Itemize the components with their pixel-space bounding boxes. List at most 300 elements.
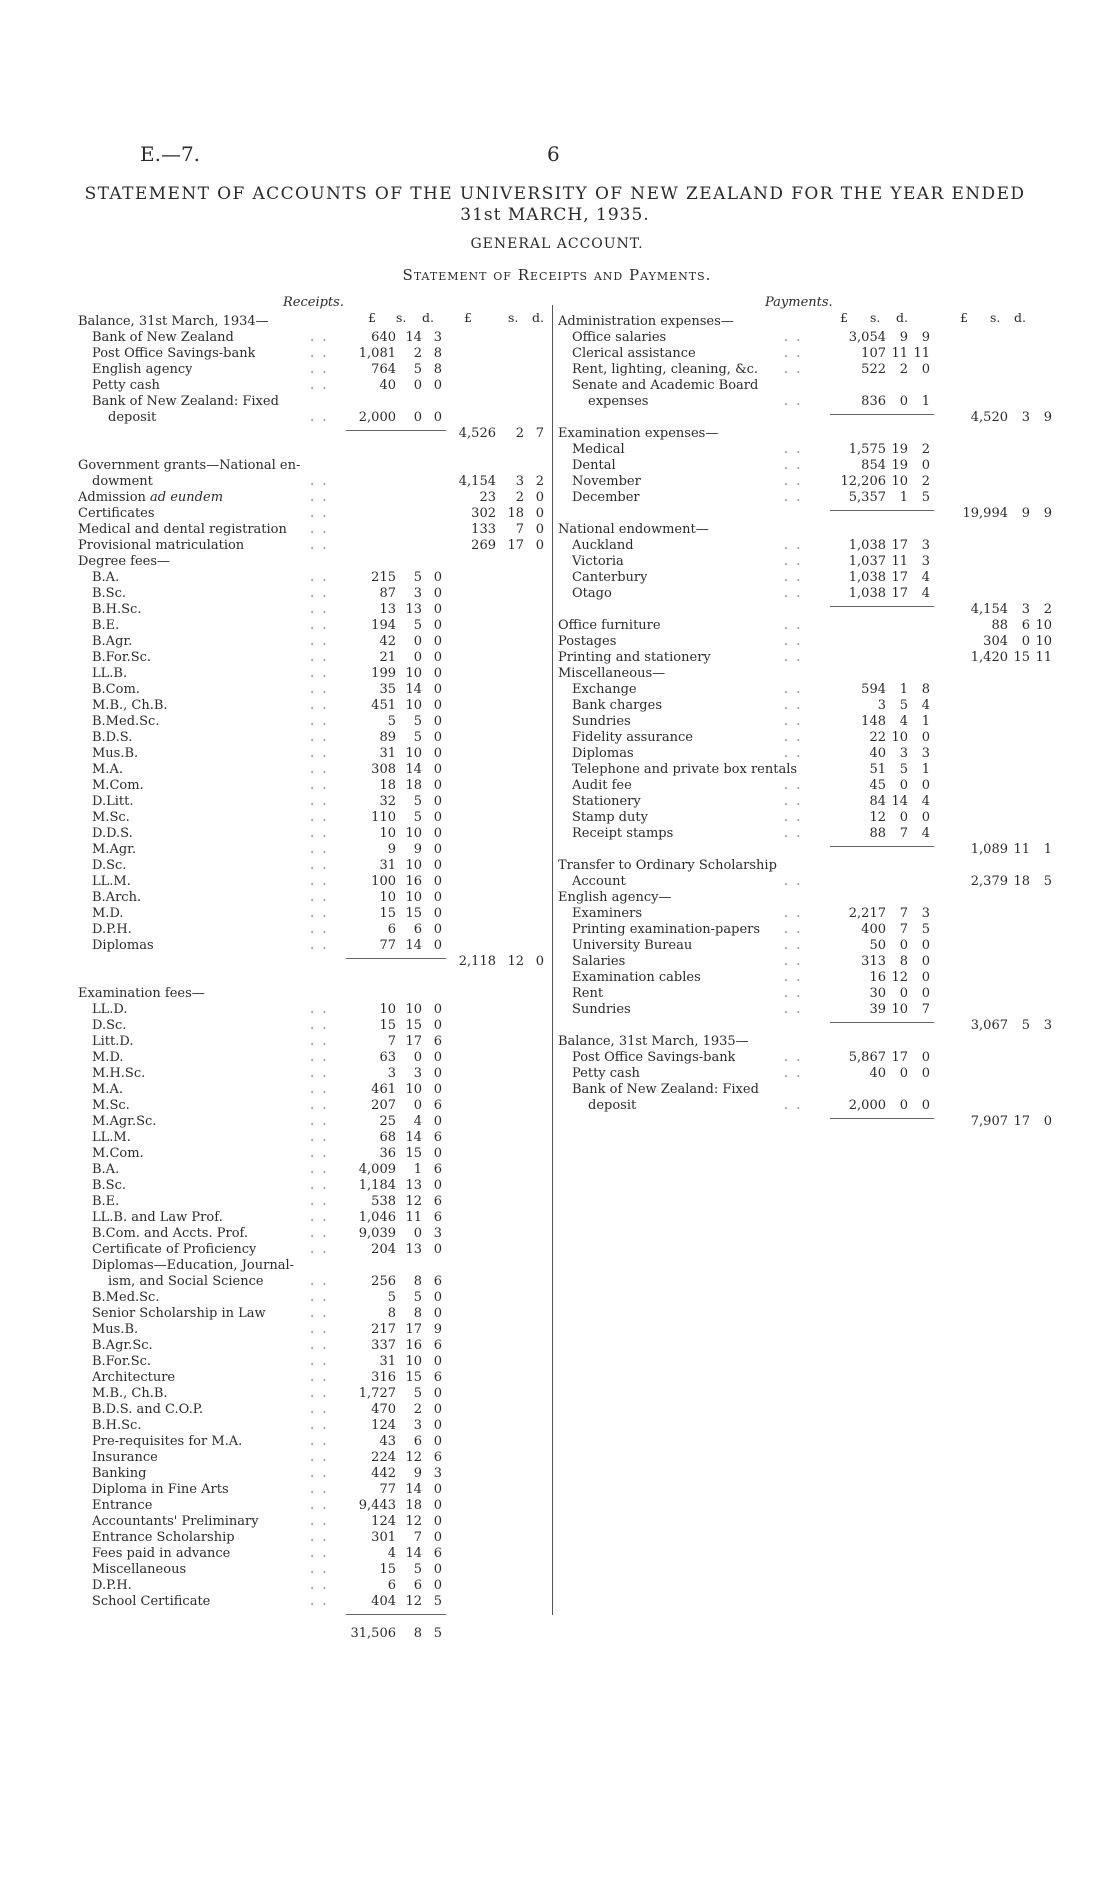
receipts-row [78, 1530, 548, 1546]
receipts-amount-a-pounds: 1,046 [358, 1210, 396, 1225]
receipts-row-label: M.B., Ch.B. [92, 1386, 168, 1401]
payments-amount-a-shillings: 5 [899, 762, 908, 777]
leader-dots: . . [310, 346, 329, 361]
receipts-amount-a-pounds: 2,000 [358, 410, 396, 425]
payments-amount-b-pounds: 19,994 [962, 506, 1008, 521]
receipts-amount-a-pence: 6 [433, 1194, 442, 1209]
leader-dots: . . [310, 1274, 329, 1289]
receipts-amount-a-pounds: 10 [379, 1002, 396, 1017]
leader-dots: . . [310, 1210, 329, 1225]
leader-dots: . . [310, 1050, 329, 1065]
receipts-amount-a-shillings: 5 [413, 570, 422, 585]
receipts-row-label: B.Med.Sc. [92, 714, 160, 729]
payments-row [558, 554, 1038, 570]
receipts-amount-a-pounds: 124 [371, 1514, 396, 1529]
receipts-amount-a-pence: 0 [433, 1178, 442, 1193]
receipts-amount-a-shillings: 7 [413, 1530, 422, 1545]
leader-dots: . . [310, 1498, 329, 1513]
payments-currency-pence-b: d. [1014, 310, 1026, 325]
receipts-amount-b-pounds: 133 [471, 522, 496, 537]
payments-row-label: Auckland [572, 538, 634, 553]
receipts-row-label: Entrance Scholarship [92, 1530, 235, 1545]
leader-dots: . . [784, 1050, 803, 1065]
leader-dots: . . [784, 330, 803, 345]
receipts-row [78, 1002, 548, 1018]
leader-dots: . . [310, 1162, 329, 1177]
receipts-row [78, 442, 548, 458]
receipts-amount-a-pounds: 25 [379, 1114, 396, 1129]
receipts-amount-a-shillings: 15 [405, 906, 422, 921]
payments-row [558, 1034, 1038, 1050]
payments-row-label: Canterbury [572, 570, 648, 585]
receipts-row [78, 1626, 548, 1642]
payments-row [558, 474, 1038, 490]
receipts-row [78, 458, 548, 474]
receipts-row [78, 1018, 548, 1034]
receipts-amount-a-pounds: 442 [371, 1466, 396, 1481]
receipts-amount-a-pounds: 43 [379, 1434, 396, 1449]
receipts-amount-a-pounds: 256 [371, 1274, 396, 1289]
receipts-row-label: M.Agr. [92, 842, 137, 857]
receipts-row [78, 586, 548, 602]
receipts-row-label: B.H.Sc. [92, 602, 142, 617]
receipts-amount-a-shillings: 10 [405, 1002, 422, 1017]
leader-dots: . . [784, 570, 803, 585]
receipts-amount-a-pounds: 6 [387, 922, 396, 937]
receipts-amount-a-pence: 0 [433, 1418, 442, 1433]
receipts-row [78, 474, 548, 490]
receipts-amount-a-pence: 0 [433, 650, 442, 665]
payments-amount-b-pence: 9 [1043, 506, 1052, 521]
payments-row-label: English agency— [558, 890, 672, 905]
leader-dots: . . [784, 922, 803, 937]
statement-title-line1: STATEMENT OF ACCOUNTS OF THE UNIVERSITY OF NEW ZEALAND FOR THE YEAR ENDED [84, 184, 1026, 204]
receipts-amount-a-pence: 0 [433, 1434, 442, 1449]
receipts-amount-a-pence: 6 [433, 1274, 442, 1289]
receipts-row [78, 522, 548, 538]
leader-dots: . . [310, 730, 329, 745]
leader-dots: . . [310, 762, 329, 777]
payments-amount-a-shillings: 7 [899, 922, 908, 937]
payments-row [558, 522, 1038, 538]
leader-dots: . . [310, 874, 329, 889]
receipts-amount-a-shillings: 10 [405, 746, 422, 761]
receipts-amount-a-pounds: 316 [371, 1370, 396, 1385]
receipts-row-label: M.A. [92, 762, 123, 777]
receipts-amount-a-pence: 6 [433, 1162, 442, 1177]
receipts-amount-a-shillings: 5 [413, 1562, 422, 1577]
receipts-amount-a-shillings: 10 [405, 1354, 422, 1369]
leader-dots: . . [310, 1450, 329, 1465]
subtotal-rule [346, 430, 446, 431]
receipts-row [78, 1130, 548, 1146]
payments-amount-a-pence: 0 [921, 362, 930, 377]
receipts-row-label: Medical and dental registration [78, 522, 287, 537]
payments-amount-a-shillings: 11 [891, 346, 908, 361]
payments-amount-a-pounds: 84 [869, 794, 886, 809]
leader-dots: . . [310, 1434, 329, 1449]
receipts-row-label: B.A. [92, 570, 120, 585]
leader-dots: . . [784, 1098, 803, 1113]
receipts-amount-a-pence: 0 [433, 858, 442, 873]
subtotal-rule [830, 846, 934, 847]
receipts-amount-a-shillings: 0 [413, 1226, 422, 1241]
leader-dots: . . [784, 698, 803, 713]
payments-amount-a-shillings: 10 [891, 1002, 908, 1017]
leader-dots: . . [784, 746, 803, 761]
payments-amount-a-pounds: 836 [861, 394, 886, 409]
receipts-amount-a-pounds: 10 [379, 890, 396, 905]
receipts-amount-a-pounds: 31 [379, 858, 396, 873]
receipts-amount-a-pounds: 77 [379, 1482, 396, 1497]
receipts-row [78, 1210, 548, 1226]
leader-dots: . . [310, 1194, 329, 1209]
receipts-row-label: Bank of New Zealand: Fixed [92, 394, 279, 409]
payments-amount-a-pence: 0 [921, 954, 930, 969]
receipts-row-label: ism, and Social Science [108, 1274, 264, 1289]
receipts-amount-a-shillings: 0 [413, 1098, 422, 1113]
receipts-amount-a-pounds: 9 [387, 842, 396, 857]
receipts-row-label: M.B., Ch.B. [92, 698, 168, 713]
receipts-amount-a-shillings: 0 [413, 650, 422, 665]
payments-amount-a-pounds: 16 [869, 970, 886, 985]
payments-amount-a-pence: 5 [921, 490, 930, 505]
receipts-row-label: Entrance [92, 1498, 153, 1513]
payments-row [558, 426, 1038, 442]
receipts-amount-a-shillings: 12 [405, 1450, 422, 1465]
receipts-row-label: B.Sc. [92, 1178, 127, 1193]
leader-dots: . . [310, 522, 329, 537]
receipts-row [78, 1322, 548, 1338]
receipts-row [78, 1066, 548, 1082]
leader-dots: . . [310, 890, 329, 905]
leader-dots: . . [784, 1002, 803, 1017]
receipts-row [78, 778, 548, 794]
payments-amount-a-pence: 0 [921, 938, 930, 953]
receipts-amount-a-shillings: 8 [413, 1626, 422, 1641]
payments-row [558, 746, 1038, 762]
payments-amount-b-shillings: 3 [1021, 602, 1030, 617]
receipts-amount-a-shillings: 13 [405, 1178, 422, 1193]
payments-amount-a-shillings: 7 [899, 906, 908, 921]
payments-row-label: Miscellaneous— [558, 666, 666, 681]
receipts-amount-a-shillings: 5 [413, 794, 422, 809]
payments-amount-a-pounds: 45 [869, 778, 886, 793]
payments-row [558, 506, 1052, 522]
receipts-amount-a-shillings: 13 [405, 1242, 422, 1257]
receipts-row-label: Certificates [78, 506, 155, 521]
receipts-row-label: Petty cash [92, 378, 160, 393]
payments-row-label: Audit fee [572, 778, 632, 793]
receipts-amount-a-shillings: 8 [413, 1306, 422, 1321]
leader-dots: . . [310, 1354, 329, 1369]
receipts-amount-a-pence: 6 [433, 1034, 442, 1049]
payments-amount-b-shillings: 6 [1021, 618, 1030, 633]
receipts-row [78, 954, 548, 970]
receipts-amount-a-shillings: 9 [413, 842, 422, 857]
receipts-row [78, 1434, 548, 1450]
receipts-row-label: Banking [92, 1466, 147, 1481]
payments-row-label: November [572, 474, 641, 489]
payments-amount-a-pounds: 3 [877, 698, 886, 713]
subtotal-rule [346, 1614, 446, 1615]
receipts-row [78, 1402, 548, 1418]
receipts-amount-a-pence: 0 [433, 1082, 442, 1097]
receipts-row [78, 714, 548, 730]
receipts-amount-a-pounds: 308 [371, 762, 396, 777]
receipts-amount-a-shillings: 11 [405, 1210, 422, 1225]
payments-row-label: Stamp duty [572, 810, 648, 825]
receipts-amount-a-pounds: 1,727 [358, 1386, 396, 1401]
payments-row [558, 458, 1038, 474]
payments-row [558, 954, 1038, 970]
payments-amount-a-pence: 4 [921, 826, 930, 841]
receipts-row [78, 570, 548, 586]
payments-row-label: National endowment— [558, 522, 709, 537]
receipts-row [78, 682, 548, 698]
payments-amount-a-pounds: 51 [869, 762, 886, 777]
receipts-amount-a-shillings: 15 [405, 1370, 422, 1385]
receipts-amount-a-pence: 0 [433, 938, 442, 953]
payments-currency-shillings-b: s. [990, 310, 1001, 325]
payments-row [558, 650, 1052, 666]
receipts-amount-b-pence: 7 [535, 426, 544, 441]
payments-row-label: Administration expenses— [558, 314, 734, 329]
leader-dots: . . [310, 666, 329, 681]
receipts-amount-a-shillings: 5 [413, 1386, 422, 1401]
payments-amount-b-pounds: 7,907 [970, 1114, 1008, 1129]
payments-row-label: Clerical assistance [572, 346, 696, 361]
receipts-row-label: School Certificate [92, 1594, 211, 1609]
payments-amount-a-pence: 0 [921, 810, 930, 825]
receipts-amount-a-shillings: 1 [413, 1162, 422, 1177]
payments-amount-b-pounds: 1,420 [970, 650, 1008, 665]
receipts-row [78, 1546, 548, 1562]
payments-row [558, 938, 1038, 954]
receipts-amount-a-pounds: 110 [371, 810, 396, 825]
receipts-row-label: B.H.Sc. [92, 1418, 142, 1433]
leader-dots: . . [310, 1018, 329, 1033]
receipts-row [78, 938, 548, 954]
receipts-row-label: M.H.Sc. [92, 1066, 146, 1081]
payments-amount-a-pence: 5 [921, 922, 930, 937]
receipts-row [78, 426, 548, 442]
receipts-amount-a-pounds: 31,506 [350, 1626, 396, 1641]
payments-amount-a-pounds: 2,000 [848, 1098, 886, 1113]
receipts-amount-a-pence: 0 [433, 842, 442, 857]
payments-amount-b-pounds: 2,379 [970, 874, 1008, 889]
receipts-amount-a-shillings: 10 [405, 698, 422, 713]
receipts-row-label: dowment [92, 474, 153, 489]
receipts-row [78, 1482, 548, 1498]
receipts-amount-a-pounds: 31 [379, 1354, 396, 1369]
subtotal-rule [830, 1022, 934, 1023]
receipts-amount-a-pence: 0 [433, 1018, 442, 1033]
receipts-amount-a-pounds: 3 [387, 1066, 396, 1081]
receipts-row-label: B.Sc. [92, 586, 127, 601]
receipts-amount-a-shillings: 5 [413, 362, 422, 377]
receipts-row [78, 826, 548, 842]
leader-dots: . . [784, 730, 803, 745]
receipts-amount-a-pounds: 124 [371, 1418, 396, 1433]
payments-currency-pounds-a: £ [840, 310, 848, 325]
leader-dots: . . [784, 970, 803, 985]
receipts-amount-a-shillings: 14 [405, 682, 422, 697]
receipts-amount-a-shillings: 3 [413, 1066, 422, 1081]
leader-dots: . . [784, 778, 803, 793]
receipts-row-label: M.Sc. [92, 810, 130, 825]
payments-amount-b-shillings: 9 [1021, 506, 1030, 521]
receipts-row [78, 1514, 548, 1530]
payments-amount-b-pence: 10 [1035, 634, 1052, 649]
payments-row [558, 1098, 1038, 1114]
payments-row-label: Bank charges [572, 698, 662, 713]
receipts-amount-a-pounds: 8 [387, 1306, 396, 1321]
leader-dots: . . [310, 1114, 329, 1129]
receipts-amount-a-pounds: 470 [371, 1402, 396, 1417]
receipts-row [78, 1466, 548, 1482]
receipts-amount-a-shillings: 3 [413, 1418, 422, 1433]
payments-row [558, 970, 1038, 986]
payments-amount-a-pounds: 88 [869, 826, 886, 841]
receipts-amount-a-shillings: 2 [413, 1402, 422, 1417]
leader-dots: . . [784, 794, 803, 809]
payments-row-label: Salaries [572, 954, 626, 969]
receipts-row [78, 346, 548, 362]
receipts-row-label: B.E. [92, 1194, 120, 1209]
receipts-row [78, 1082, 548, 1098]
leader-dots: . . [310, 474, 329, 489]
receipts-row-label: Bank of New Zealand [92, 330, 234, 345]
payments-amount-b-pounds: 4,154 [970, 602, 1008, 617]
leader-dots: . . [310, 1034, 329, 1049]
payments-amount-a-pence: 4 [921, 794, 930, 809]
payments-row-label: Printing examination-papers [572, 922, 761, 937]
payments-row [558, 410, 1052, 426]
receipts-row [78, 1498, 548, 1514]
payments-amount-a-pounds: 3,054 [848, 330, 886, 345]
receipts-row [78, 506, 548, 522]
payments-currency-pounds-b: £ [960, 310, 968, 325]
receipts-amount-a-pounds: 63 [379, 1050, 396, 1065]
receipts-amount-b-pounds: 23 [479, 490, 496, 505]
payments-amount-a-shillings: 7 [899, 826, 908, 841]
leader-dots: . . [784, 618, 803, 633]
receipts-row [78, 762, 548, 778]
receipts-amount-b-pence: 0 [535, 506, 544, 521]
receipts-amount-a-pence: 6 [433, 1130, 442, 1145]
leader-dots: . . [310, 1370, 329, 1385]
receipts-amount-a-pounds: 538 [371, 1194, 396, 1209]
receipts-amount-a-pence: 0 [433, 778, 442, 793]
receipts-amount-a-pence: 5 [433, 1626, 442, 1641]
payments-amount-b-pounds: 304 [983, 634, 1008, 649]
payments-row-label: Account [572, 874, 626, 889]
receipts-amount-a-pence: 0 [433, 1146, 442, 1161]
receipts-row [78, 1114, 548, 1130]
receipts-row-label: Accountants' Preliminary [92, 1514, 259, 1529]
receipts-row-label: B.Com. and Accts. Prof. [92, 1226, 249, 1241]
payments-amount-b-pence: 9 [1043, 410, 1052, 425]
receipts-row-label: B.For.Sc. [92, 650, 152, 665]
receipts-row [78, 1162, 548, 1178]
payments-row [558, 346, 1038, 362]
receipts-row [78, 394, 548, 410]
receipts-amount-a-pence: 0 [433, 890, 442, 905]
payments-amount-a-pounds: 39 [869, 1002, 886, 1017]
receipts-currency-pence-b: d. [532, 310, 544, 325]
leader-dots: . . [310, 330, 329, 345]
payments-row [558, 794, 1038, 810]
payments-amount-a-pounds: 107 [861, 346, 886, 361]
leader-dots: . . [310, 1402, 329, 1417]
payments-row [558, 810, 1038, 826]
payments-amount-a-pence: 1 [921, 394, 930, 409]
payments-amount-a-pence: 7 [921, 1002, 930, 1017]
receipts-row-label: LL.B. [92, 666, 128, 681]
payments-amount-a-shillings: 0 [899, 1098, 908, 1113]
leader-dots: . . [310, 922, 329, 937]
payments-row-label: Rent [572, 986, 604, 1001]
receipts-row [78, 970, 548, 986]
receipts-row-label: LL.D. [92, 1002, 128, 1017]
payments-amount-a-pounds: 40 [869, 746, 886, 761]
leader-dots: . . [310, 1338, 329, 1353]
receipts-row [78, 794, 548, 810]
receipts-amount-a-pence: 0 [433, 1514, 442, 1529]
payments-amount-b-pounds: 4,520 [970, 410, 1008, 425]
leader-dots: . . [784, 474, 803, 489]
receipts-amount-a-shillings: 2 [413, 346, 422, 361]
payments-amount-a-pence: 3 [921, 906, 930, 921]
payments-amount-a-shillings: 0 [899, 1066, 908, 1081]
leader-dots: . . [310, 1386, 329, 1401]
leader-dots: . . [310, 810, 329, 825]
receipts-row [78, 922, 548, 938]
receipts-row [78, 1386, 548, 1402]
receipts-row-label: English agency [92, 362, 193, 377]
leader-dots: . . [310, 490, 329, 505]
receipts-row-label: B.A. [92, 1162, 120, 1177]
receipts-amount-a-pence: 0 [433, 1114, 442, 1129]
receipts-row [78, 490, 548, 506]
payments-amount-a-pence: 1 [921, 762, 930, 777]
leader-dots: . . [784, 826, 803, 841]
receipts-row-label: D.Sc. [92, 1018, 127, 1033]
receipts-amount-a-pounds: 217 [371, 1322, 396, 1337]
receipts-row [78, 602, 548, 618]
receipts-amount-a-pence: 0 [433, 1002, 442, 1017]
receipts-amount-a-shillings: 5 [413, 730, 422, 745]
receipts-amount-a-pounds: 194 [371, 618, 396, 633]
payments-row [558, 890, 1038, 906]
receipts-amount-b-pounds: 4,154 [458, 474, 496, 489]
receipts-row [78, 1562, 548, 1578]
leader-dots: . . [310, 1082, 329, 1097]
receipts-row [78, 890, 548, 906]
receipts-row-label: Pre-requisites for M.A. [92, 1434, 243, 1449]
receipts-amount-a-pounds: 5 [387, 1290, 396, 1305]
payments-amount-a-shillings: 10 [891, 730, 908, 745]
payments-row [558, 682, 1038, 698]
leader-dots: . . [784, 714, 803, 729]
receipts-amount-a-pence: 0 [433, 874, 442, 889]
payments-amount-a-pence: 9 [921, 330, 930, 345]
receipts-row-label: B.D.S. and C.O.P. [92, 1402, 203, 1417]
receipts-amount-a-pence: 6 [433, 1098, 442, 1113]
receipts-amount-a-pounds: 764 [371, 362, 396, 377]
receipts-amount-a-shillings: 14 [405, 762, 422, 777]
